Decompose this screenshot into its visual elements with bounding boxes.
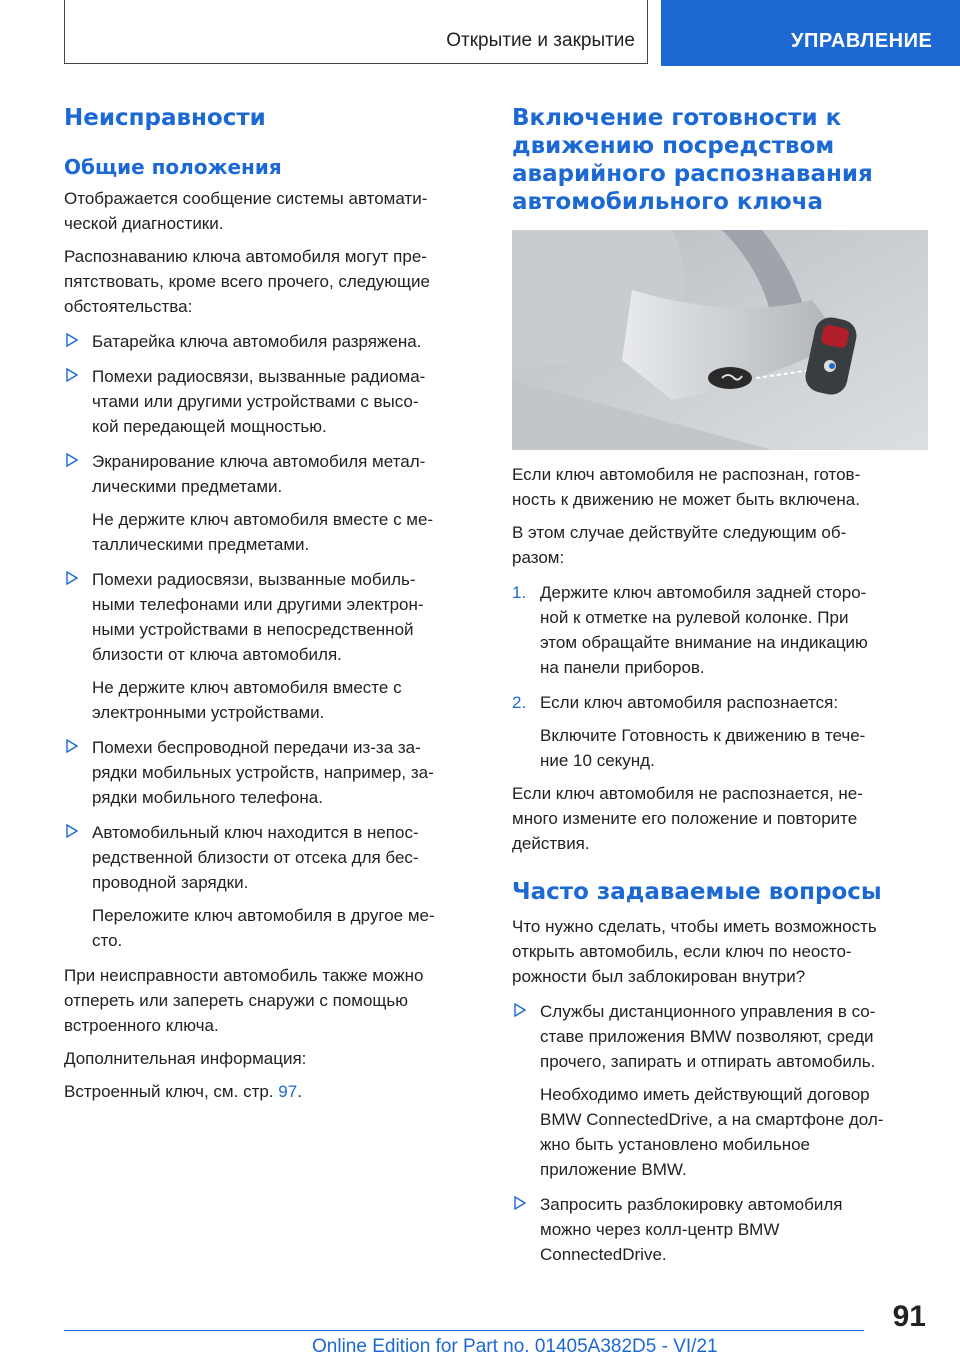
step-text: Держите ключ автомобиля задней сторо- ной к отметке на рулевой колонке. При этом обращайте внимание на индикацию на панели приборов. <box>540 583 868 677</box>
chapter-tab[interactable] <box>661 0 960 66</box>
list-item-note: Не держите ключ автомобиля вместе с ме- таллическими предметами. <box>92 510 434 554</box>
list-item <box>64 364 480 439</box>
triangle-bullet-icon <box>514 1003 526 1017</box>
triangle-bullet-icon <box>66 453 78 467</box>
list-item-text: Помехи беспроводной передачи из-за за- рядки мобильных устройств, например, за- рядки мобильного телефона. <box>92 738 434 807</box>
triangle-bullet-icon <box>66 571 78 585</box>
step-note: Включите Готовность к движению в тече- ние 10 секунд. <box>540 726 866 770</box>
right-column <box>512 462 928 1267</box>
list-item-note: Переложите ключ автомобиля в другое ме- сто. <box>92 906 435 950</box>
chapter-tab-label: УПРАВЛЕНИЕ <box>791 30 933 52</box>
list-item-text: Экранирование ключа автомобиля метал- лическими предметами. <box>92 452 426 496</box>
retry-paragraph: Если ключ автомобиля не распознается, не- много измените его положение и повторите действия. <box>512 784 863 853</box>
fallback-paragraph: При неисправности автомобиль также можно отпереть или запереть снаружи с помощью встроенного ключа. <box>64 966 424 1035</box>
triangle-bullet-icon <box>66 824 78 838</box>
edition-footer: Online Edition for Part no. 01405A382D5 - VI/21 <box>312 1336 718 1357</box>
list-item <box>512 690 928 773</box>
faq-question: Что нужно сделать, чтобы иметь возможность открыть автомобиль, если ключ по неосто- рожности был заблокирован внутри? <box>512 917 877 986</box>
list-item-note: Необходимо иметь действующий договор BMW ConnectedDrive, а на смартфоне дол- жно быть установлено мобильное приложение BMW. <box>540 1085 884 1179</box>
list-item-text: Батарейка ключа автомобиля разряжена. <box>92 332 422 351</box>
fault-bullet-list <box>64 329 480 953</box>
step-number: 1. <box>512 583 527 602</box>
cross-reference-text: Встроенный ключ, см. стр. <box>64 1082 279 1101</box>
illustration-svg <box>512 230 928 450</box>
heading-general: Общие положения <box>64 155 282 179</box>
heading-faults: Неисправности <box>64 105 266 131</box>
footer-divider <box>64 1330 864 1331</box>
section-title: Открытие и закрытие <box>446 30 635 51</box>
left-column <box>64 104 480 1104</box>
page-number: 91 <box>892 1300 926 1333</box>
triangle-bullet-icon <box>66 368 78 382</box>
faq-bullet-list <box>512 999 928 1267</box>
list-item <box>512 999 928 1182</box>
instruction-paragraph: В этом случае действуйте следующим об- разом: <box>512 523 847 567</box>
more-info-label: Дополнительная информация: <box>64 1049 307 1068</box>
triangle-bullet-icon <box>514 1196 526 1210</box>
right-column-header <box>512 104 928 216</box>
list-item-text: Помехи радиосвязи, вызванные мобиль- ными телефонами или другими электрон- ными устройствами в непосредственной близости от ключа автомобиля. <box>92 570 424 664</box>
list-item <box>64 820 480 953</box>
step-text: Если ключ автомобиля распознается: <box>540 693 839 712</box>
list-item <box>512 580 928 680</box>
cross-reference-end: . <box>297 1082 302 1101</box>
header-section-box <box>64 0 648 64</box>
list-item <box>64 449 480 557</box>
list-item-text: Запросить разблокировку автомобиля можно через колл-центр BMW ConnectedDrive. <box>540 1195 843 1264</box>
list-item <box>512 1192 928 1267</box>
list-item <box>64 329 480 354</box>
circumstances-paragraph: Распознаванию ключа автомобиля могут пре- пятствовать, кроме всего прочего, следующие обстоятельства: <box>64 247 430 316</box>
intro-paragraph: Отображается сообщение системы автомати- ческой диагностики. <box>64 189 428 233</box>
key-marking <box>708 367 752 389</box>
page-link[interactable]: 97 <box>278 1082 298 1101</box>
step-number: 2. <box>512 693 527 712</box>
triangle-bullet-icon <box>66 333 78 347</box>
steps-list <box>512 580 928 773</box>
heading-emergency-detection: Включение готовности к движению посредством аварийного распознавания автомобильного ключа <box>512 105 873 215</box>
list-item-text: Службы дистанционного управления в со- ставе приложения BMW позволяют, среди прочего, запирать и отпирать автомобиль. <box>540 1002 876 1071</box>
list-item <box>64 735 480 810</box>
list-item-text: Помехи радиосвязи, вызванные радиома- чтами или другими устройствами с высо- кой передающей мощностью. <box>92 367 426 436</box>
list-item-note: Не держите ключ автомобиля вместе с электронными устройствами. <box>92 678 402 722</box>
heading-faq: Часто задаваемые вопросы <box>512 879 882 905</box>
triangle-bullet-icon <box>66 739 78 753</box>
list-item-text: Автомобильный ключ находится в непос- редственной близости от отсека для бес- проводной зарядки. <box>92 823 419 892</box>
not-recognized-paragraph: Если ключ автомобиля не распознан, готов- ность к движению не может быть включена. <box>512 465 861 509</box>
list-item <box>64 567 480 725</box>
cross-reference <box>64 1079 480 1104</box>
steering-column-key-illustration <box>512 230 928 450</box>
